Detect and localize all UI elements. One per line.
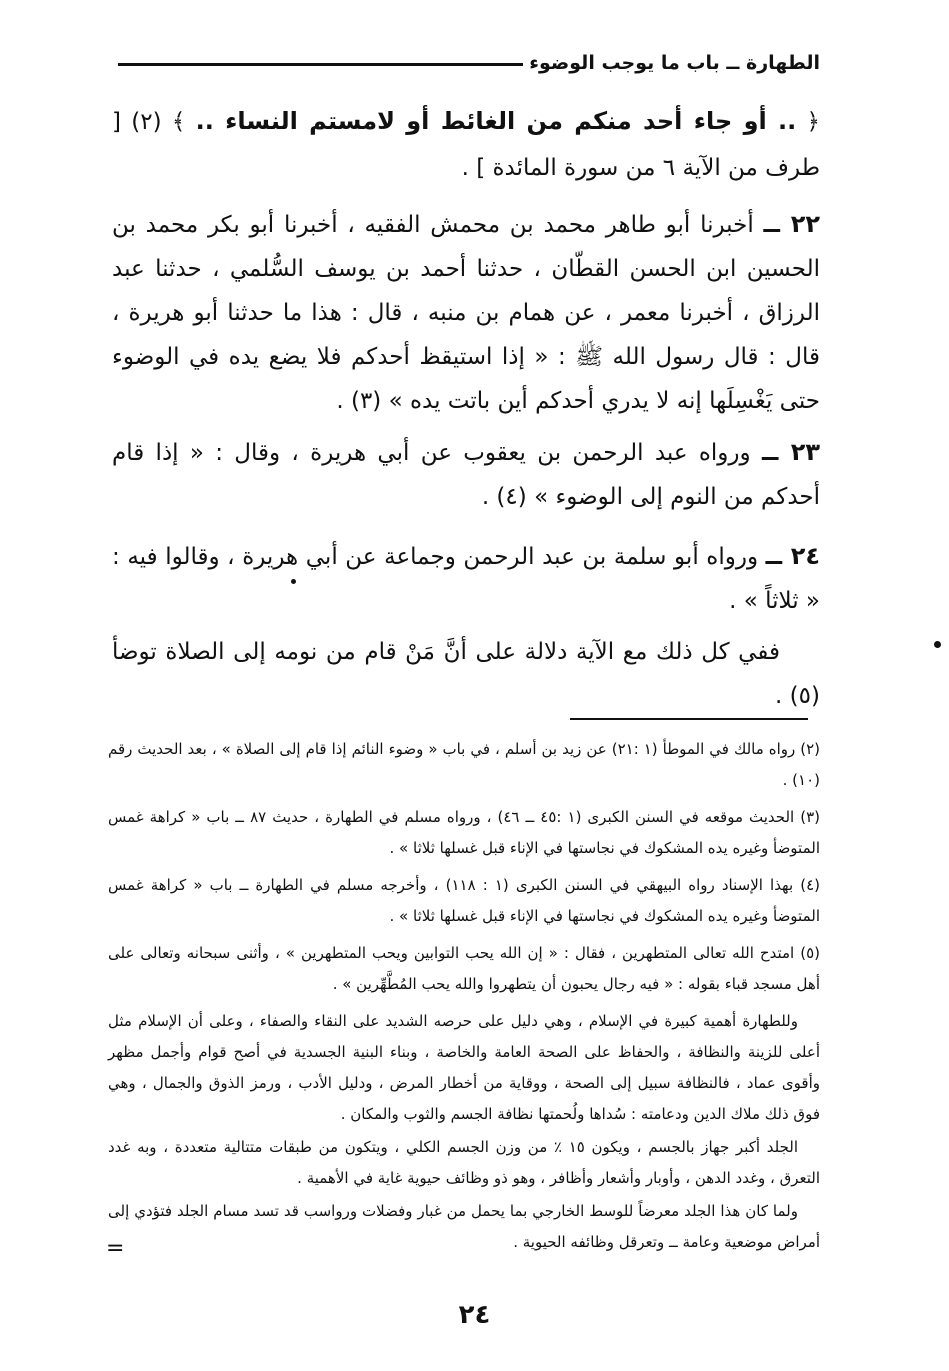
quran-verse: .. أو جاء أحد منكم من الغائط أو لامستم النساء .. bbox=[195, 107, 797, 135]
paragraph-number: ٢٣ ــ bbox=[761, 438, 821, 466]
commentary-skin: الجلد أكبر جهاز بالجسم ، ويكون ١٥ ٪ من وزن الجسم الكلي ، ويتكون من طبقات متتالية متعددة ، وبه غدد التعرق ، وغدد الدهن ، وأوبار وأشعار وأظافر ، وهو ذو وظائف حيوية غاية في الأهمية . bbox=[108, 1138, 820, 1187]
page-number: ٢٤ bbox=[458, 1300, 491, 1330]
footnote-separator bbox=[570, 718, 808, 720]
footnote-2: (٢) رواه مالك في الموطأ (١ :٢١) عن زيد بن أسلم ، في باب « وضوء النائم إذا قام إلى الصلاة » ، بعد الحديث رقم (١٠) . bbox=[108, 740, 821, 789]
hadith-paragraph-22 bbox=[112, 202, 820, 423]
running-header bbox=[118, 52, 820, 74]
running-title: الطهارة ــ باب ما يوجب الوضوء bbox=[529, 52, 820, 74]
paragraph-text: ورواه عبد الرحمن بن يعقوب عن أبي هريرة ، وقال : « إذا قام أحدكم من النوم إلى الوضوء » (٤) . bbox=[112, 440, 820, 510]
hadith-paragraph-24 bbox=[112, 534, 820, 623]
conclusion-paragraph: ففي كل ذلك مع الآية دلالة على أنَّ مَنْ قام من نومه إلى الصلاة توضأ (٥) . bbox=[112, 639, 820, 709]
quran-open-bracket: ﴿ bbox=[806, 109, 821, 135]
verse-source-note: [ طرف من الآية ٦ من سورة المائدة ] . bbox=[112, 109, 820, 181]
continuation-mark: = bbox=[106, 1236, 125, 1261]
margin-dot bbox=[934, 641, 941, 648]
paragraph-text: ورواه أبو سلمة بن عبد الرحمن وجماعة عن أبي هريرة ، وقالوا فيه : « ثلاثاً » . bbox=[112, 544, 820, 614]
commentary-skin-exposure: ولما كان هذا الجلد معرضاً للوسط الخارجي بما يحمل من غبار وفضلات ورواسب قد تسد مسام الجلد فتؤدي إلى أمراض موضعية وعامة ــ وتعرقل وظائفه الحيوية . bbox=[108, 1202, 820, 1251]
footnote-ref: (٢) bbox=[131, 109, 162, 135]
footnote-5: (٥) امتدح الله تعالى المتطهرين ، فقال : « إن الله يحب التوابين ويحب المتطهرين » ، وأثنى سبحانه وتعالى على أهل مسجد قباء بقوله : « فيه رجال يحبون أن يتطهروا والله يحب المُطَّهِّرين » . bbox=[108, 944, 820, 993]
footnote-3: (٣) الحديث موقعه في السنن الكبرى (١ :٤٥ ــ ٤٦) ، ورواه مسلم في الطهارة ، حديث ٨٧ ــ باب « كراهة غمس المتوضأ وغيره يده المشكوك في نجاستها في الإناء قبل غسلها ثلاثا » . bbox=[108, 808, 821, 857]
footnote-4: (٤) بهذا الإسناد رواه البيهقي في السنن الكبرى (١ : ١١٨) ، وأخرجه مسلم في الطهارة ــ باب « كراهة غمس المتوضأ وغيره يده المشكوك في نجاستها في الإناء قبل غسلها ثلاثا » . bbox=[108, 876, 821, 925]
header-rule bbox=[118, 63, 523, 66]
paragraph-number: ٢٤ ــ bbox=[765, 542, 820, 570]
commentary-purity: وللطهارة أهمية كبيرة في الإسلام ، وهي دليل على حرصه الشديد على النقاء والصفاء ، وعلى أن الإسلام مثل أعلى للزينة والنظافة ، والحفاظ على الصحة العامة والخاصة ، وبناء البنية الجسدية في أصح قوام وأجمل مظهر وأقوى عماد ، فالنظافة سبيل إلى الصحة ، ووقاية من أخطار المرض ، ودليل الأدب ، ورمز الذوق والجمال ، وهي فوق ذلك ملاك الدين ودعامته : سُداها ولُحمتها نظافة الجسم والثوب والمكان . bbox=[108, 1012, 820, 1123]
ink-dot bbox=[291, 579, 296, 584]
paragraph-text: أخبرنا أبو طاهر محمد بن محمش الفقيه ، أخبرنا أبو بكر محمد بن الحسين ابن الحسن القطّان ، حدثنا أحمد بن يوسف السُّلمي ، حدثنا عبد الرزاق ، أخبرنا معمر ، عن همام بن منبه ، قال : هذا ما حدثنا أبو هريرة ، قال : قال رسول الله ﷺ : « إذا استيقظ أحدكم فلا يضع يده في الوضوء حتى يَغْسِلَها إنه لا يدري أحدكم أين باتت يده » (٣) . bbox=[112, 212, 820, 414]
quran-close-bracket: ﴾ bbox=[171, 109, 186, 135]
hadith-paragraph-23 bbox=[112, 430, 820, 519]
paragraph-number: ٢٢ ــ bbox=[763, 210, 821, 238]
footnotes-section bbox=[108, 734, 820, 1260]
quran-quote bbox=[112, 98, 820, 191]
